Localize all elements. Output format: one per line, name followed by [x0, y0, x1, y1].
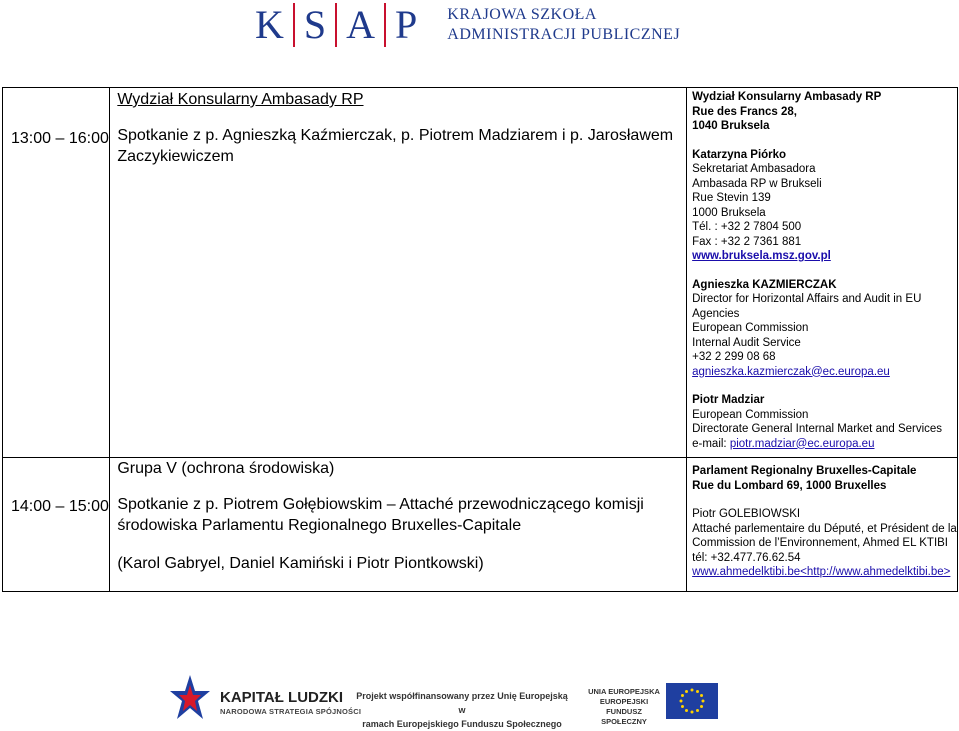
contact-block [692, 148, 957, 264]
contact-line: 1000 Bruksela [692, 206, 766, 219]
project-line-1: Projekt współfinansowany przez Unię Europejską w [356, 691, 568, 715]
contact-email-row [692, 437, 957, 452]
contact-website-link[interactable]: www.bruksela.msz.gov.pl [692, 250, 831, 262]
eu-line-3: FUNDUSZ SPOŁECZNY [601, 707, 647, 726]
contact-line: Ambasada RP w Brukseli [692, 177, 822, 190]
contact-email-link[interactable]: agnieszka.kazmierczak@ec.europa.eu [692, 365, 890, 378]
eu-line-2: EUROPEJSKI [599, 697, 649, 706]
contact-name: Katarzyna Piórko [692, 148, 787, 161]
contact-name: Piotr Madziar [692, 394, 765, 406]
meeting-participants: (Karol Gabryel, Daniel Kamiński i Piotr Piontkowski) [117, 555, 484, 572]
contact-line: Director for Horizontal Affairs and Audit in EU Agencies [692, 293, 922, 320]
eu-star [681, 694, 684, 697]
eu-star [681, 705, 684, 708]
contact-line: Internal Audit Service [692, 336, 801, 349]
contact-line: Rue des Francs 28, [692, 105, 797, 118]
logo-line-1: KRAJOWA SZKOŁA [447, 6, 597, 23]
logo-letter-s: S [303, 2, 327, 47]
kapital-ludzki-star-icon [170, 673, 210, 721]
meeting-description: Spotkanie z p. Piotrem Gołębiowskim – Attaché przewodniczącego komisji środowiska Parlamentu Regionalnego Bruxelles-Capitale [117, 496, 644, 534]
eu-star [691, 689, 694, 692]
eu-flag-icon [666, 683, 718, 719]
contact-email-link[interactable]: piotr.madziar@ec.europa.eu [729, 437, 875, 450]
logo-separator [293, 3, 295, 47]
eu-text [588, 687, 660, 727]
eu-star [700, 705, 703, 708]
table-row [3, 458, 958, 592]
contact-line: 1040 Bruksela [692, 120, 770, 132]
footer-logos [170, 665, 730, 727]
eu-star [685, 690, 688, 693]
time-cell [3, 88, 110, 458]
contact-phone: Tél. : +32 2 7804 500 [692, 221, 802, 233]
contact-block [692, 393, 957, 451]
logo-line-2: ADMINISTRACJI PUBLICZNEJ [447, 26, 681, 43]
project-line-2: ramach Europejskiego Funduszu Społecznego [362, 719, 562, 729]
contact-line: Rue du Lombard 69, 1000 Bruxelles [692, 479, 887, 492]
contact-line: Directorate General Internal Market and Services [692, 423, 943, 435]
contact-block [692, 90, 957, 134]
contact-block [692, 507, 957, 580]
meeting-title: Grupa V (ochrona środowiska) [117, 460, 335, 477]
meeting-title: Wydział Konsularny Ambasady RP [117, 91, 364, 108]
eu-star [702, 700, 705, 703]
contact-block [692, 278, 957, 380]
table-row [3, 88, 958, 458]
time-range: 13:00 – 16:00 [11, 130, 109, 147]
contact-phone: +32 2 299 08 68 [692, 351, 776, 363]
contact-line: European Commission [692, 408, 809, 421]
contact-phone: tél: +32.477.76.62.54 [692, 551, 801, 564]
time-range: 14:00 – 15:00 [11, 498, 109, 515]
project-note [356, 689, 568, 731]
ksap-logo [255, 3, 417, 47]
eu-star [696, 690, 699, 693]
email-label: e-mail: [692, 437, 730, 450]
logo-letter-k: K [255, 2, 284, 47]
contact-line: Rue Stevin 139 [692, 192, 771, 204]
logo-separator [384, 3, 386, 47]
header-logo [255, 0, 680, 50]
eu-star [691, 711, 694, 714]
contact-line: Attaché parlementaire du Député, et Président de la Commission de l’Environnement, Ahmed EL KTIBI [692, 522, 957, 549]
contact-block [692, 464, 957, 493]
contact-line: European Commission [692, 322, 809, 334]
eu-star [700, 694, 703, 697]
logo-separator [335, 3, 337, 47]
contact-cell [687, 88, 958, 458]
time-cell [3, 458, 110, 592]
contact-website-link[interactable]: www.ahmedelktibi.be<http://www.ahmedelktibi.be> [692, 566, 951, 578]
logo-letter-a: A [346, 2, 376, 47]
contact-fax: Fax : +32 2 7361 881 [692, 235, 802, 248]
eu-star [696, 709, 699, 712]
contact-name: Parlament Regionalny Bruxelles-Capitale [692, 465, 917, 477]
logo-institution-name [447, 5, 680, 45]
kl-title: KAPITAŁ LUDZKI [220, 689, 344, 706]
description-cell [110, 458, 687, 592]
logo-letter-p: P [395, 2, 418, 47]
schedule-table [2, 87, 958, 592]
meeting-description: Spotkanie z p. Agnieszką Kaźmierczak, p. Piotrem Madziarem i p. Jarosławem Zaczykiewiczem [117, 127, 674, 165]
eu-line-1: UNIA EUROPEJSKA [588, 687, 660, 696]
eu-star [680, 700, 683, 703]
contact-cell [687, 458, 958, 592]
contact-name: Wydział Konsularny Ambasady RP [692, 91, 882, 103]
eu-star [685, 709, 688, 712]
contact-name: Piotr GOLEBIOWSKI [692, 508, 801, 520]
kl-subtitle: NARODOWA STRATEGIA SPÓJNOŚCI [220, 707, 362, 716]
contact-line: Sekretariat Ambasadora [692, 163, 816, 175]
contact-name: Agnieszka KAZMIERCZAK [692, 278, 837, 291]
description-cell [110, 88, 687, 458]
